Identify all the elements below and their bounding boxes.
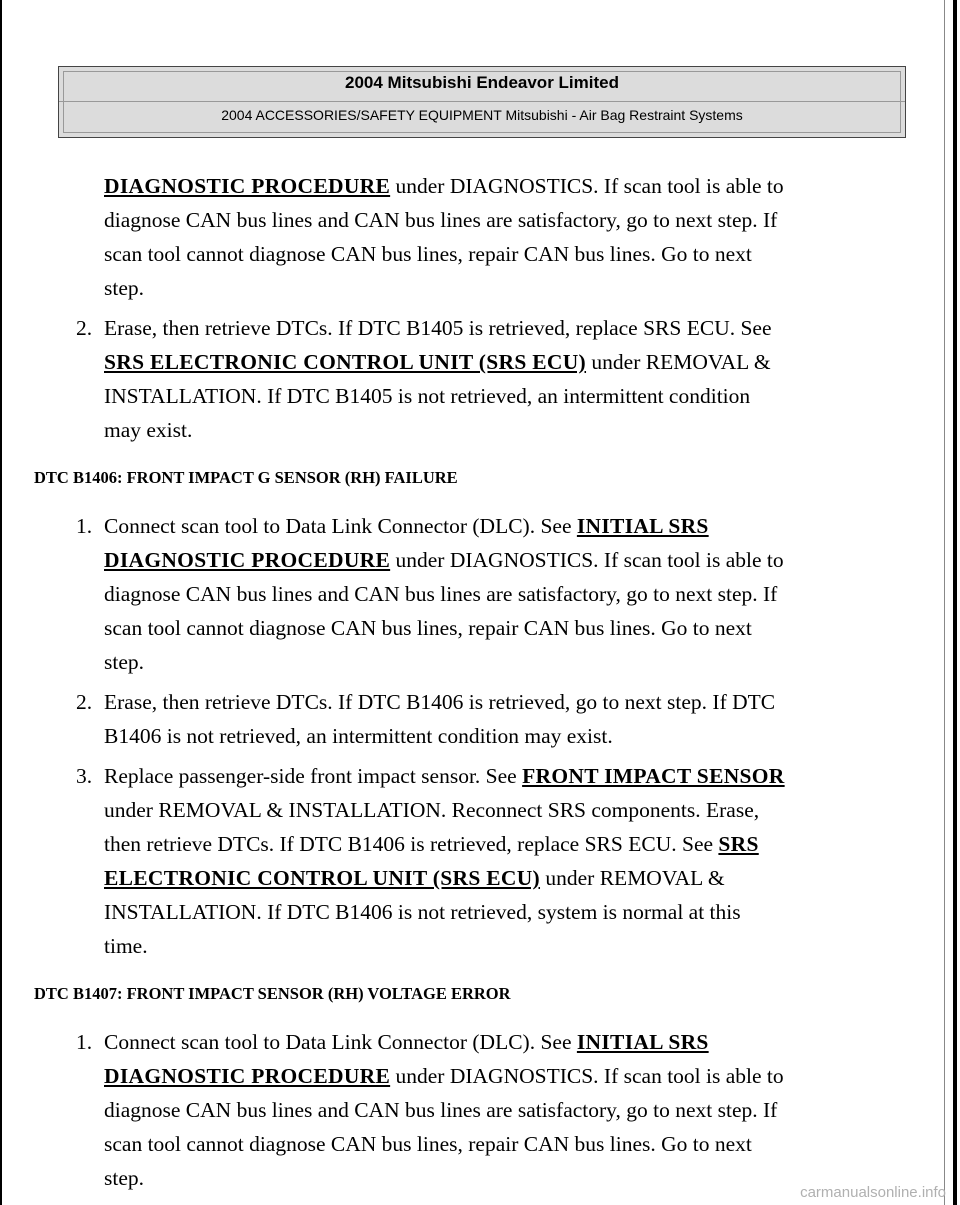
page-border-right-inner <box>944 0 945 1205</box>
text-line: step. <box>104 650 145 674</box>
text-line <box>104 514 709 539</box>
link-diagnostic-procedure[interactable]: DIAGNOSTIC PROCEDURE <box>104 1064 391 1088</box>
text-span: under DIAGNOSTICS. If scan tool is able to <box>390 1064 784 1088</box>
link-front-impact-sensor[interactable]: FRONT IMPACT SENSOR <box>522 764 785 788</box>
text-line: INSTALLATION. If DTC B1405 is not retrieved, an intermittent condition <box>104 384 751 408</box>
link-srs-ecu[interactable]: SRS ELECTRONIC CONTROL UNIT (SRS ECU) <box>104 350 587 374</box>
text-line <box>104 350 771 375</box>
text-line: scan tool cannot diagnose CAN bus lines, repair CAN bus lines. Go to next <box>104 1132 752 1156</box>
text-line: scan tool cannot diagnose CAN bus lines, repair CAN bus lines. Go to next <box>104 616 752 640</box>
watermark: carmanualsonline.info <box>800 1184 946 1201</box>
text-line <box>104 1064 784 1089</box>
text-line <box>104 174 784 199</box>
step-number: 3. <box>76 764 93 788</box>
text-span: Connect scan tool to Data Link Connector (DLC). See <box>104 514 577 538</box>
text-span: under REMOVAL & <box>540 866 725 890</box>
header-divider <box>59 101 905 102</box>
text-line: Erase, then retrieve DTCs. If DTC B1405 is retrieved, replace SRS ECU. See <box>104 316 772 340</box>
text-span: Replace passenger-side front impact sensor. See <box>104 764 523 788</box>
link-initial-srs[interactable]: INITIAL SRS <box>576 514 709 538</box>
text-line <box>104 764 785 789</box>
text-span: under REMOVAL & <box>586 350 771 374</box>
step-number: 1. <box>76 514 93 538</box>
text-line: may exist. <box>104 418 193 442</box>
step-number: 2. <box>76 316 93 340</box>
page-border-right <box>953 0 957 1205</box>
text-line <box>104 866 725 891</box>
link-srs[interactable]: SRS <box>718 832 759 856</box>
text-line: step. <box>104 276 145 300</box>
step-number: 2. <box>76 690 93 714</box>
link-diagnostic-procedure[interactable]: DIAGNOSTIC PROCEDURE <box>104 174 391 198</box>
document-header <box>58 66 906 138</box>
section-heading-b1406: DTC B1406: FRONT IMPACT G SENSOR (RH) FAILURE <box>34 468 458 487</box>
page-border-left <box>0 0 2 1205</box>
text-line: diagnose CAN bus lines and CAN bus lines are satisfactory, go to next step. If <box>104 582 778 606</box>
text-span: Connect scan tool to Data Link Connector (DLC). See <box>104 1030 577 1054</box>
text-span: under DIAGNOSTICS. If scan tool is able to <box>390 548 784 572</box>
text-line: under REMOVAL & INSTALLATION. Reconnect SRS components. Erase, <box>104 798 760 822</box>
text-line <box>104 1030 709 1055</box>
text-line: time. <box>104 934 148 958</box>
link-electronic-control-unit[interactable]: ELECTRONIC CONTROL UNIT (SRS ECU) <box>104 866 541 890</box>
link-initial-srs[interactable]: INITIAL SRS <box>576 1030 709 1054</box>
text-span: then retrieve DTCs. If DTC B1406 is retrieved, replace SRS ECU. See <box>104 832 719 856</box>
text-line: scan tool cannot diagnose CAN bus lines, repair CAN bus lines. Go to next <box>104 242 752 266</box>
step-number: 1. <box>76 1030 93 1054</box>
text-line: diagnose CAN bus lines and CAN bus lines are satisfactory, go to next step. If <box>104 1098 778 1122</box>
header-title: 2004 Mitsubishi Endeavor Limited <box>345 73 619 92</box>
header-subtitle: 2004 ACCESSORIES/SAFETY EQUIPMENT Mitsubishi - Air Bag Restraint Systems <box>221 107 743 123</box>
text-span: under DIAGNOSTICS. If scan tool is able to <box>390 174 784 198</box>
text-line: B1406 is not retrieved, an intermittent condition may exist. <box>104 724 613 748</box>
text-line: step. <box>104 1166 145 1190</box>
text-line: diagnose CAN bus lines and CAN bus lines are satisfactory, go to next step. If <box>104 208 778 232</box>
text-line <box>104 548 784 573</box>
section-heading-b1407: DTC B1407: FRONT IMPACT SENSOR (RH) VOLTAGE ERROR <box>34 984 511 1003</box>
text-line: INSTALLATION. If DTC B1406 is not retrieved, system is normal at this <box>104 900 741 924</box>
text-line <box>104 832 759 857</box>
text-line: Erase, then retrieve DTCs. If DTC B1406 is retrieved, go to next step. If DTC <box>104 690 776 714</box>
link-diagnostic-procedure[interactable]: DIAGNOSTIC PROCEDURE <box>104 548 391 572</box>
